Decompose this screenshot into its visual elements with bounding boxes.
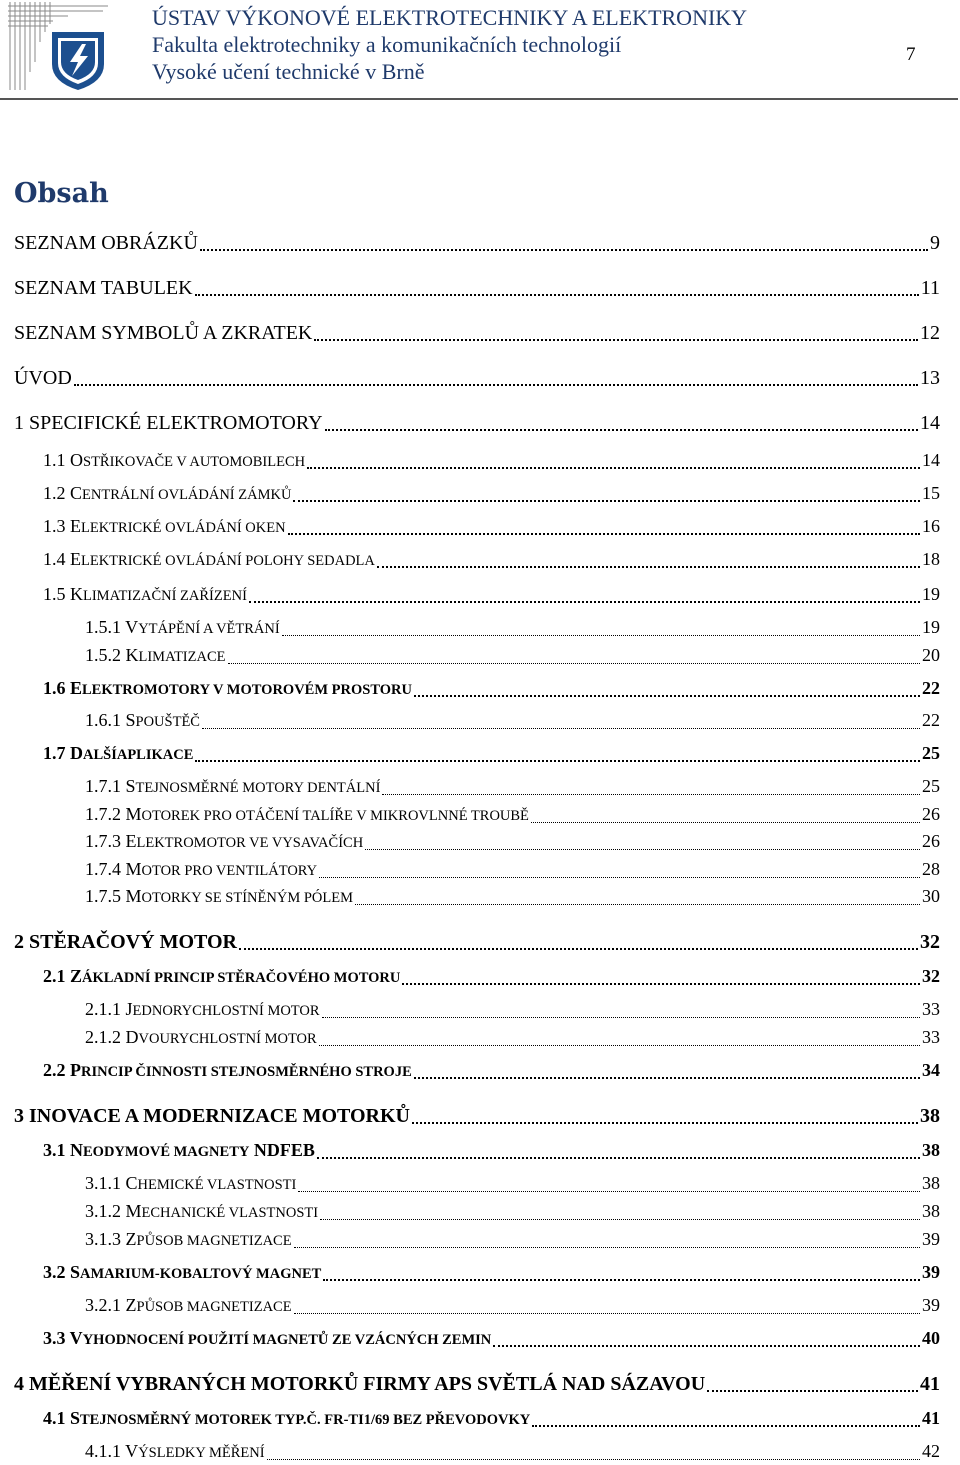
- toc-entry-page: 13: [920, 367, 940, 389]
- toc-leader-dots: [707, 1390, 918, 1392]
- toc-leader-dots: [74, 384, 918, 386]
- toc-leader-dots: [288, 533, 920, 535]
- toc-leader-dots: [294, 1247, 920, 1248]
- toc-entry-label: 3.1.1 CHEMICKÉ VLASTNOSTI: [85, 1173, 297, 1193]
- toc-leader-dots: [282, 635, 920, 636]
- toc-entry-page: 15: [922, 483, 940, 503]
- toc-entry-page: 39: [922, 1229, 940, 1249]
- toc-entry-page: 20: [922, 645, 940, 665]
- toc-entry-page: 41: [922, 1408, 940, 1428]
- institute-name: ÚSTAV VÝKONOVÉ ELEKTROTECHNIKY A ELEKTRONIKY: [152, 5, 748, 30]
- toc-entry-page: 25: [922, 776, 940, 796]
- toc-entry[interactable]: [85, 804, 940, 828]
- toc-entry[interactable]: [43, 1408, 940, 1432]
- toc-leader-dots: [377, 566, 920, 568]
- toc-leader-dots: [412, 1122, 918, 1124]
- toc-entry[interactable]: [85, 1229, 940, 1253]
- toc-leader-dots: [493, 1345, 920, 1347]
- toc-leader-dots: [307, 467, 920, 469]
- toc-entry-label: 2.1.2 DVOURYCHLOSTNÍ MOTOR: [85, 1027, 317, 1047]
- toc-leader-dots: [532, 1425, 920, 1427]
- toc-entry-label: SEZNAM SYMBOLŮ A ZKRATEK: [14, 322, 313, 344]
- toc-entry[interactable]: [43, 678, 940, 702]
- toc-entry[interactable]: [43, 966, 940, 990]
- toc-leader-dots: [239, 948, 918, 950]
- toc-entry[interactable]: [43, 549, 940, 573]
- toc-entry-label: 1.2 CENTRÁLNÍ OVLÁDÁNÍ ZÁMKŮ: [43, 483, 292, 503]
- toc-entry-label: 3.3 VYHODNOCENÍ POUŽITÍ MAGNETŮ ZE VZÁCNÝCH ZEMIN: [43, 1328, 492, 1348]
- toc-entry[interactable]: [43, 450, 940, 474]
- toc-entry-page: 16: [922, 516, 940, 536]
- toc-entry[interactable]: [85, 886, 940, 910]
- header-divider: [0, 98, 958, 100]
- toc-entry[interactable]: [85, 1027, 940, 1051]
- toc-entry-page: 14: [920, 412, 940, 434]
- toc-entry-page: 38: [922, 1140, 940, 1160]
- toc-leader-dots: [402, 983, 920, 985]
- toc-entry[interactable]: [43, 584, 940, 608]
- toc-entry-page: 39: [922, 1262, 940, 1282]
- toc-entry[interactable]: [43, 1262, 940, 1286]
- institution-block: [152, 4, 832, 85]
- toc-leader-dots: [320, 1219, 920, 1220]
- toc-entry-label: SEZNAM TABULEK: [14, 277, 193, 299]
- toc-entry-page: 12: [920, 322, 940, 344]
- toc-leader-dots: [322, 1017, 920, 1018]
- university-logo-icon: [8, 2, 114, 92]
- toc-leader-dots: [200, 249, 928, 251]
- toc-leader-dots: [267, 1459, 920, 1460]
- toc-leader-dots: [355, 904, 920, 905]
- toc-leader-dots: [314, 339, 918, 341]
- toc-entry-label: 1.6.1 SPOUŠTĚČ: [85, 710, 200, 730]
- toc-entry-label: 1.7.2 MOTOREK PRO OTÁČENÍ TALÍŘE V MIKROVLNNÉ TROUBĚ: [85, 804, 529, 824]
- faculty-name: Fakulta elektrotechniky a komunikačních technologií: [152, 32, 622, 57]
- toc-entry-label: 1.5 KLIMATIZAČNÍ ZAŘÍZENÍ: [43, 584, 247, 604]
- toc-leader-dots: [228, 663, 921, 664]
- toc-entry-page: 11: [920, 277, 940, 299]
- toc-entry[interactable]: [14, 1373, 940, 1397]
- toc-entry[interactable]: [85, 859, 940, 883]
- toc-entry[interactable]: [85, 617, 940, 641]
- toc-entry-page: 42: [922, 1441, 940, 1461]
- toc-entry[interactable]: [85, 1295, 940, 1319]
- toc-entry[interactable]: [85, 645, 940, 669]
- toc-entry-page: 19: [922, 584, 940, 604]
- toc-entry-label: 1.7.4 MOTOR PRO VENTILÁTORY: [85, 859, 318, 879]
- toc-entry[interactable]: [43, 516, 940, 540]
- toc-entry[interactable]: [14, 367, 940, 391]
- toc-entry-page: 18: [922, 549, 940, 569]
- toc-entry[interactable]: [85, 1441, 940, 1465]
- toc-leader-dots: [298, 1191, 920, 1192]
- toc-entry-label: 2.2 PRINCIP ČINNOSTI STEJNOSMĚRNÉHO STROJE: [43, 1060, 412, 1080]
- toc-leader-dots: [202, 728, 920, 729]
- toc-leader-dots: [319, 1045, 920, 1046]
- toc-entry-label: 1.7.5 MOTORKY SE STÍNĚNÝM PÓLEM: [85, 886, 353, 906]
- toc-entry[interactable]: [14, 322, 940, 346]
- toc-entry[interactable]: [85, 999, 940, 1023]
- toc-entry[interactable]: [14, 232, 940, 256]
- toc-entry-label: 1.4 ELEKTRICKÉ OVLÁDÁNÍ POLOHY SEDADLA: [43, 549, 375, 569]
- toc-leader-dots: [365, 849, 920, 850]
- page-header: [0, 0, 960, 100]
- toc-entry-page: 28: [922, 859, 940, 879]
- toc-entry-page: 9: [930, 232, 940, 254]
- toc-entry[interactable]: [14, 412, 940, 436]
- toc-entry-label: ÚVOD: [14, 367, 72, 389]
- toc-leader-dots: [195, 760, 920, 762]
- toc-entry-label: 1.3 ELEKTRICKÉ OVLÁDÁNÍ OKEN: [43, 516, 286, 536]
- toc-leader-dots: [325, 429, 918, 431]
- toc-entry-page: 32: [922, 966, 940, 986]
- toc-leader-dots: [317, 1157, 920, 1159]
- toc-entry-page: 30: [922, 886, 940, 906]
- toc-entry[interactable]: [85, 1173, 940, 1197]
- toc-leader-dots: [293, 500, 920, 502]
- toc-entry[interactable]: [85, 710, 940, 734]
- university-name: Vysoké učení technické v Brně: [152, 59, 425, 84]
- toc-leader-dots: [414, 1077, 920, 1079]
- toc-entry-label: 2.1 ZÁKLADNÍ PRINCIP STĚRAČOVÉHO MOTORU: [43, 966, 401, 986]
- toc-entry-page: 38: [920, 1105, 940, 1127]
- toc-entry-label: 2.1.1 JEDNORYCHLOSTNÍ MOTOR: [85, 999, 320, 1019]
- toc-entry-page: 33: [922, 999, 940, 1019]
- toc-entry-label: 4.1 STEJNOSMĚRNÝ MOTOREK TYP.Č. FR-TI1/69 BEZ PŘEVODOVKY: [43, 1408, 531, 1428]
- toc-entry-label: 3.2.1 ZPŮSOB MAGNETIZACE: [85, 1295, 292, 1315]
- toc-entry-label: 1.6 ELEKTROMOTORY V MOTOROVÉM PROSTORU: [43, 678, 412, 698]
- toc-entry-label: 1.5.2 KLIMATIZACE: [85, 645, 226, 665]
- toc-entry-label: 1.7 DALŠÍAPLIKACE: [43, 743, 194, 763]
- toc-entry-label: 1.7.3 ELEKTROMOTOR VE VYSAVAČÍCH: [85, 831, 364, 851]
- toc-entry[interactable]: [14, 931, 940, 955]
- toc-leader-dots: [195, 294, 919, 296]
- toc-entry-label: 3.2 SAMARIUM-KOBALTOVÝ MAGNET: [43, 1262, 322, 1282]
- toc-entry[interactable]: [43, 1328, 940, 1352]
- toc-entry-page: 34: [922, 1060, 940, 1080]
- toc-leader-dots: [249, 601, 920, 603]
- toc-entry-page: 14: [922, 450, 940, 470]
- toc-leader-dots: [294, 1313, 920, 1314]
- toc-entry[interactable]: [43, 1060, 940, 1084]
- toc-entry-label: 1 SPECIFICKÉ ELEKTROMOTORY: [14, 412, 323, 434]
- toc-entry-page: 38: [922, 1201, 940, 1221]
- toc-entry-label: SEZNAM OBRÁZKŮ: [14, 232, 198, 254]
- toc-entry-label: 3.1.3 ZPŮSOB MAGNETIZACE: [85, 1229, 292, 1249]
- toc-entry-page: 41: [920, 1373, 940, 1395]
- toc-entry[interactable]: [85, 776, 940, 800]
- page-number: 7: [906, 44, 916, 65]
- toc-entry-page: 38: [922, 1173, 940, 1193]
- toc-leader-dots: [382, 794, 920, 795]
- toc-entry-page: 25: [922, 743, 940, 763]
- toc-entry[interactable]: [14, 1105, 940, 1129]
- toc-entry-label: 3 INOVACE A MODERNIZACE MOTORKŮ: [14, 1105, 410, 1127]
- toc-entry-label: 2 STĚRAČOVÝ MOTOR: [14, 931, 237, 953]
- toc-entry-page: 22: [922, 678, 940, 698]
- toc-entry-page: 40: [922, 1328, 940, 1348]
- toc-entry-page: 26: [922, 804, 940, 824]
- toc-leader-dots: [414, 695, 920, 697]
- toc-leader-dots: [319, 877, 920, 878]
- toc-entry[interactable]: [14, 277, 940, 301]
- toc-entry-label: 4.1.1 VÝSLEDKY MĚŘENÍ: [85, 1441, 265, 1461]
- toc-entry[interactable]: [43, 1140, 940, 1164]
- toc-entry-label: 4 MĚŘENÍ VYBRANÝCH MOTORKŮ FIRMY APS SVĚTLÁ NAD SÁZAVOU: [14, 1373, 706, 1395]
- toc-entry-page: 32: [920, 931, 940, 953]
- toc-entry-page: 22: [922, 710, 940, 730]
- toc-entry[interactable]: [43, 743, 940, 767]
- toc-leader-dots: [531, 822, 920, 823]
- toc-entry-page: 26: [922, 831, 940, 851]
- toc-entry[interactable]: [85, 1201, 940, 1225]
- toc-leader-dots: [323, 1279, 920, 1281]
- toc-entry-label: 3.1 NEODYMOVÉ MAGNETY NDFEB: [43, 1140, 315, 1160]
- toc-entry-label: 3.1.2 MECHANICKÉ VLASTNOSTI: [85, 1201, 319, 1221]
- toc-entry[interactable]: [85, 831, 940, 855]
- toc-entry-page: 39: [922, 1295, 940, 1315]
- toc-entry-label: 1.7.1 STEJNOSMĚRNÉ MOTORY DENTÁLNÍ: [85, 776, 381, 796]
- toc-entry-label: 1.1 OSTŘIKOVAČE V AUTOMOBILECH: [43, 450, 306, 470]
- toc-entry-page: 19: [922, 617, 940, 637]
- toc-entry-page: 33: [922, 1027, 940, 1047]
- toc-entry-label: 1.5.1 VYTÁPĚNÍ A VĚTRÁNÍ: [85, 617, 280, 637]
- toc-entry[interactable]: [43, 483, 940, 507]
- toc-title: Obsah: [14, 178, 109, 209]
